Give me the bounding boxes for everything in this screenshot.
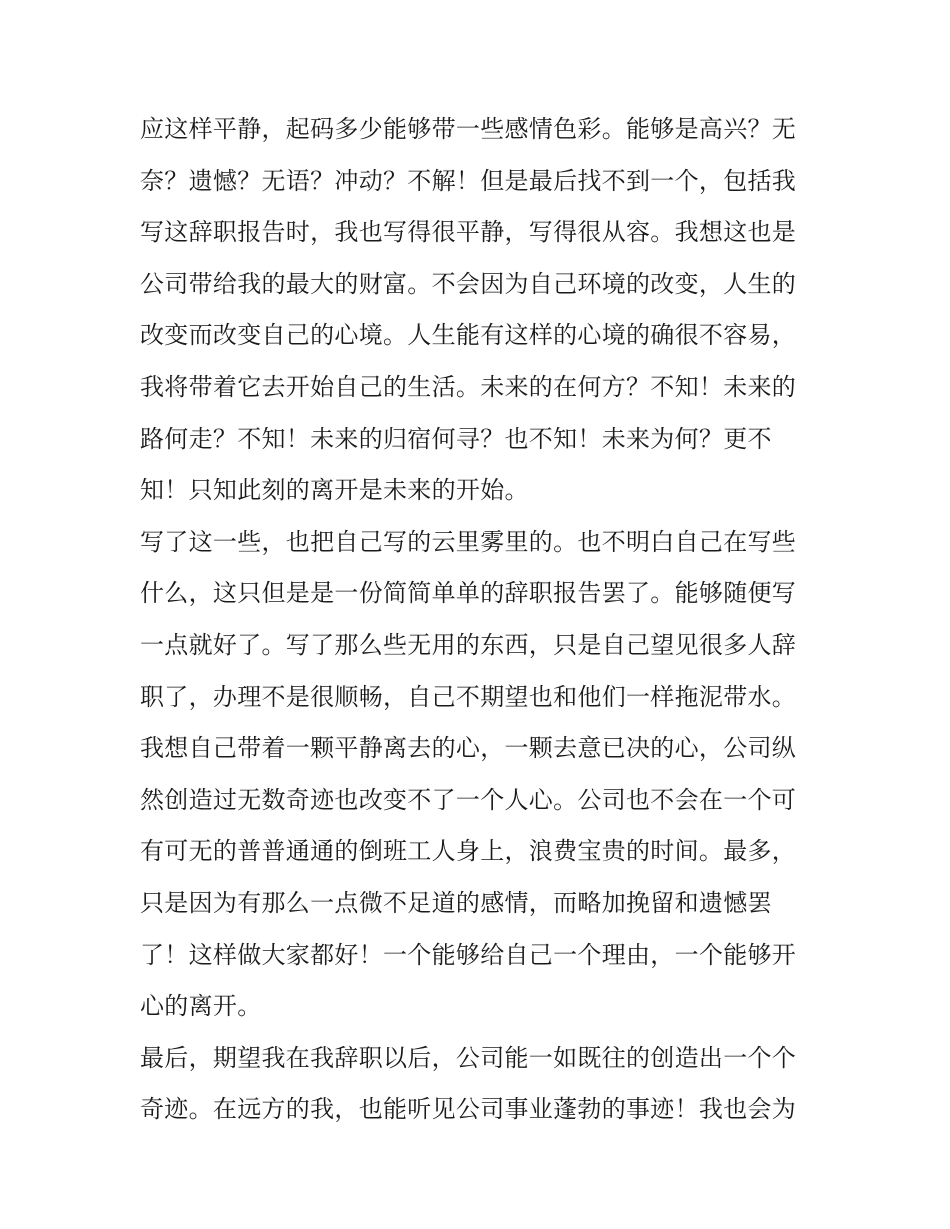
text-line: 我想自己带着一颗平静离去的心，一颗去意已决的心，公司纵 [140,734,797,763]
text-line: 路何走？不知！未来的归宿何寻？也不知！未来为何？更不 [140,424,772,453]
text-line: 写这辞职报告时，我也写得很平静，写得很从容。我想这也是 [140,218,797,247]
text-line: 什么，这只但是是一份简简单单的辞职报告罢了。能够随便写 [140,579,797,608]
document-body [140,104,820,1136]
text-line: 奇迹。在远方的我，也能听见公司事业蓬勃的事迹！我也会为 [140,1095,797,1124]
text-line: 写了这一些，也把自己写的云里雾里的。也不明白自己在写些 [140,527,797,556]
text-line: 职了，办理不是很顺畅，自己不期望也和他们一样拖泥带水。 [140,682,797,711]
text-line: 改变而改变自己的心境。人生能有这样的心境的确很不容易， [140,321,797,350]
text-line: 只是因为有那么一点微不足道的感情，而略加挽留和遗憾罢 [140,888,772,917]
paragraph-3 [140,1033,820,1136]
text-line: 最后，期望我在我辞职以后，公司能一如既往的创造出一个个 [140,1043,797,1072]
text-line: 我将带着它去开始自己的生活。未来的在何方？不知！未来的 [140,372,797,401]
text-line: 公司带给我的最大的财富。不会因为自己环境的改变，人生的 [140,269,797,298]
text-line: 了！这样做大家都好！一个能够给自己一个理由，一个能够开 [140,940,797,969]
paragraph-1 [140,104,820,517]
text-line: 有可无的普普通通的倒班工人身上，浪费宝贵的时间。最多， [140,837,797,866]
paragraph-2 [140,517,820,1033]
text-line: 应这样平静，起码多少能够带一些感情色彩。能够是高兴？无 [140,115,797,143]
text-line: 知！只知此刻的离开是未来的开始。 [140,476,529,505]
text-line: 奈？遗憾？无语？冲动？不解！但是最后找不到一个，包括我 [140,166,797,195]
text-line: 然创造过无数奇迹也改变不了一个人心。公司也不会在一个可 [140,785,797,814]
text-line: 心的离开。 [140,992,262,1021]
text-line: 一点就好了。写了那么些无用的东西，只是自己望见很多人辞 [140,630,797,659]
